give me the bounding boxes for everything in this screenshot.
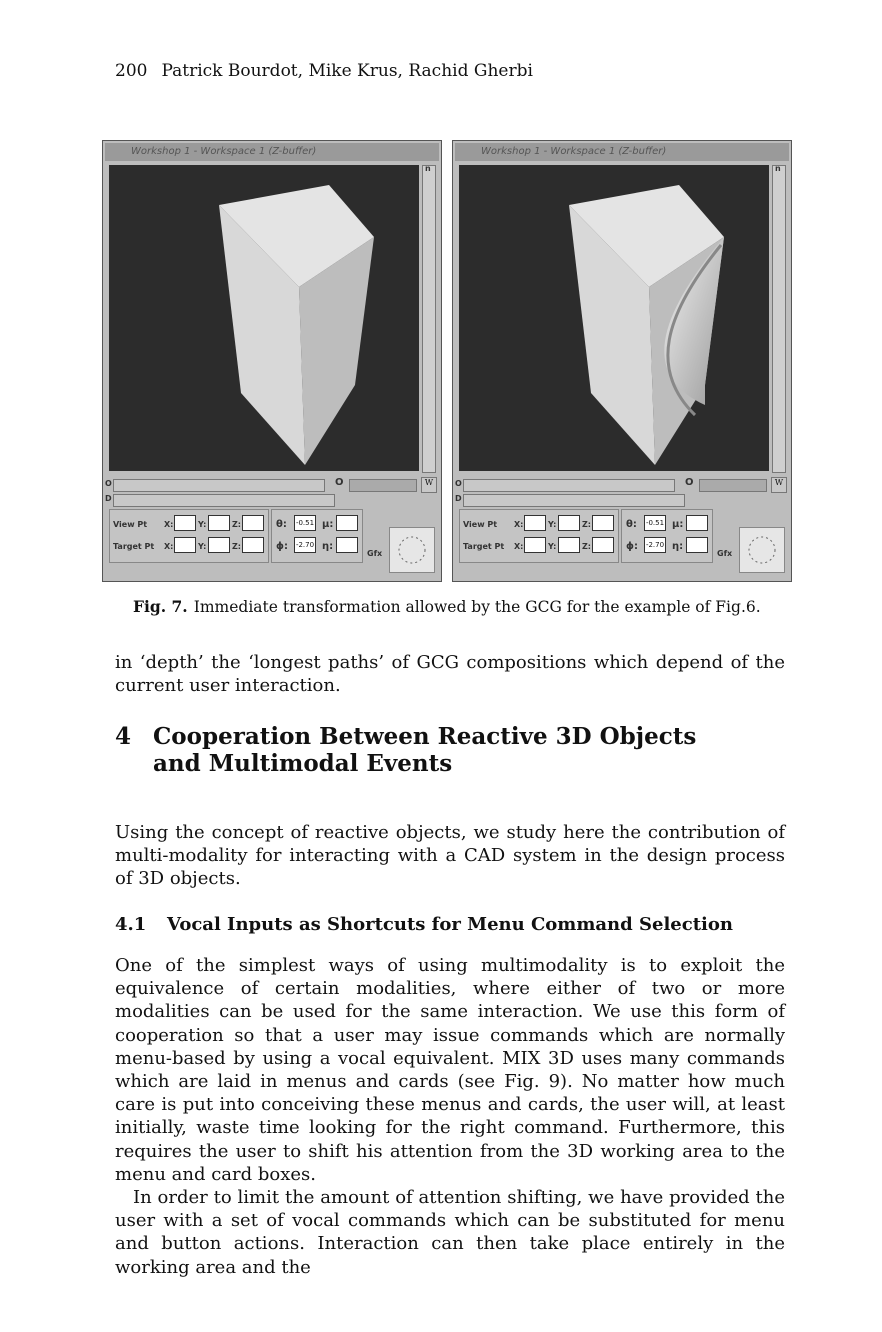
3d-viewport[interactable] [459, 165, 769, 471]
view-z-input[interactable] [242, 515, 264, 531]
z-label: Z: [232, 542, 241, 551]
slider-label: O [685, 477, 694, 488]
figure-window-right [452, 140, 792, 582]
w-button[interactable] [421, 477, 437, 493]
authors: Patrick Bourdot, Mike Krus, Rachid Gherbi [161, 61, 533, 81]
paragraph [115, 821, 785, 891]
section-number: 4 [115, 723, 132, 750]
paragraph [115, 651, 785, 697]
caption-text: Immediate transformation allowed by the GCG for the example of Fig.6. [193, 598, 761, 616]
theta-label: θ: [276, 519, 287, 530]
coordinate-panel [459, 509, 619, 563]
window-title-bar[interactable] [455, 143, 789, 161]
window-title-bar[interactable] [105, 143, 439, 161]
cube-render [109, 165, 419, 471]
angle-panel [621, 509, 713, 563]
phi-input[interactable]: -2.70 [294, 537, 316, 553]
rotation-dial[interactable] [389, 527, 435, 573]
target-pt-label: Target Pt [463, 542, 505, 551]
target-pt-label: Target Pt [113, 542, 155, 551]
section-title: Cooperation Between Reactive 3D Objects and Multimodal Events [153, 723, 697, 777]
target-z-input[interactable] [592, 537, 614, 553]
y-label: Y: [198, 520, 207, 529]
target-y-input[interactable] [208, 537, 230, 553]
theta-input[interactable]: -0.51 [294, 515, 316, 531]
target-x-input[interactable] [174, 537, 196, 553]
theta-input[interactable]: -0.51 [644, 515, 666, 531]
x-label: X: [514, 542, 524, 551]
mu-input[interactable] [686, 515, 708, 531]
phi-label: ϕ: [276, 541, 288, 552]
paragraph-text: In order to limit the amount of attention shifting, we have provided the user with a set of vocal commands which can be substituted for menu and button actions. Interaction can then take place entirely in the working area and the [115, 1187, 785, 1278]
y-label: Y: [198, 542, 207, 551]
cube-render [459, 165, 769, 471]
y-label: Y: [548, 520, 557, 529]
eta-input[interactable] [686, 537, 708, 553]
phi-label: ϕ: [626, 541, 638, 552]
angle-panel [271, 509, 363, 563]
gfx-label: Gfx [367, 549, 383, 558]
paragraph-text: Using the concept of reactive objects, we study here the contribution of multi-modality for interacting with a CAD system in the design process of 3D objects. [115, 822, 785, 890]
window-title: Workshop 1 - Workspace 1 (Z-buffer) [131, 146, 317, 157]
gfx-label: Gfx [717, 549, 733, 558]
window-title: Workshop 1 - Workspace 1 (Z-buffer) [481, 146, 667, 157]
paragraph-text: One of the simplest ways of using multimodality is to exploit the equivalence of certain modalities, where either of two or more modalities can be used for the same interaction. We use this form of cooperation so that a user may issue commands which are normally menu-based by using a vocal equivalent. MIX 3D uses many commands which are laid in menus and cards (see Fig. 9). No matter how much care is put into conceiving these menus and cards, the user will, at least initially, waste time looking for the right command. Furthermore, this requires the user to shift his attention from the 3D working area to the menu and card boxes. [115, 955, 785, 1185]
w-label: W [774, 478, 784, 487]
phi-input[interactable]: -2.70 [644, 537, 666, 553]
horizontal-slider-o[interactable] [113, 479, 325, 492]
section-heading [115, 723, 713, 777]
paragraph [115, 954, 785, 1279]
horizontal-slider-d[interactable] [113, 494, 335, 507]
view-x-input[interactable] [524, 515, 546, 531]
vertical-scrollbar[interactable] [772, 165, 786, 473]
subsection-heading [115, 914, 733, 935]
scroll-label: n [775, 164, 781, 173]
view-x-input[interactable] [174, 515, 196, 531]
eta-input[interactable] [336, 537, 358, 553]
x-label: X: [164, 520, 174, 529]
mu-label: µ: [672, 519, 684, 530]
zoom-slider[interactable] [349, 479, 417, 492]
mu-label: µ: [322, 519, 334, 530]
subsection-title: Vocal Inputs as Shortcuts for Menu Command Selection [167, 914, 733, 935]
vertical-scrollbar[interactable] [422, 165, 436, 473]
subsection-number: 4.1 [115, 914, 147, 935]
target-z-input[interactable] [242, 537, 264, 553]
slider-label: D [455, 494, 462, 503]
page-number: 200 [115, 61, 148, 81]
horizontal-slider-o[interactable] [463, 479, 675, 492]
x-label: X: [514, 520, 524, 529]
figure-window-left [102, 140, 442, 582]
rotation-dial[interactable] [739, 527, 785, 573]
horizontal-slider-d[interactable] [463, 494, 685, 507]
3d-viewport[interactable] [109, 165, 419, 471]
target-y-input[interactable] [558, 537, 580, 553]
view-y-input[interactable] [558, 515, 580, 531]
figure-caption [133, 597, 761, 616]
caption-label: Fig. 7. [133, 597, 188, 616]
target-x-input[interactable] [524, 537, 546, 553]
eta-label: η: [672, 541, 684, 552]
z-label: Z: [582, 520, 591, 529]
view-pt-label: View Pt [463, 520, 498, 529]
w-label: W [424, 478, 434, 487]
slider-label: O [455, 479, 462, 488]
scroll-label: n [425, 164, 431, 173]
view-y-input[interactable] [208, 515, 230, 531]
view-pt-label: View Pt [113, 520, 148, 529]
zoom-slider[interactable] [699, 479, 767, 492]
slider-label: O [335, 477, 344, 488]
y-label: Y: [548, 542, 557, 551]
paragraph-text: in ‘depth’ the ‘longest paths’ of GCG compositions which depend of the current user interaction. [115, 652, 785, 697]
coordinate-panel [109, 509, 269, 563]
z-label: Z: [232, 520, 241, 529]
x-label: X: [164, 542, 174, 551]
slider-label: O [105, 479, 112, 488]
theta-label: θ: [626, 519, 637, 530]
mu-input[interactable] [336, 515, 358, 531]
w-button[interactable] [771, 477, 787, 493]
running-header [115, 61, 547, 81]
slider-label: D [105, 494, 112, 503]
view-z-input[interactable] [592, 515, 614, 531]
z-label: Z: [582, 542, 591, 551]
eta-label: η: [322, 541, 334, 552]
